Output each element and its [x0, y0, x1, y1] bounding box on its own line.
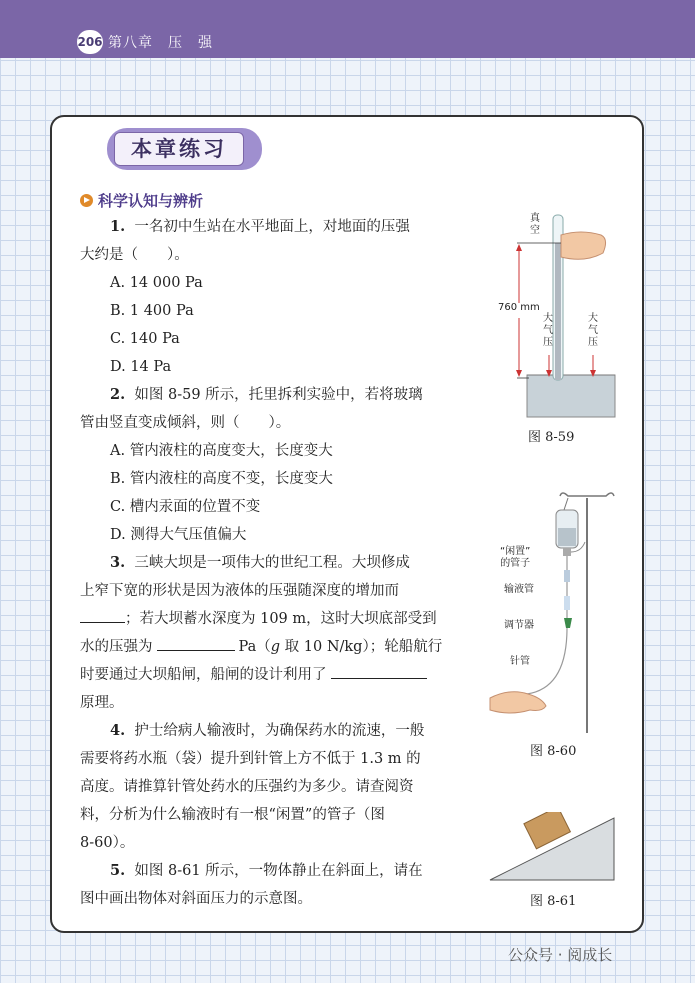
q2-option-d: D. 测得大气压值偏大 [110, 527, 247, 543]
q4-line2: 需要将药水瓶（袋）提升到针管上方不低于 1.3 m 的 [80, 751, 421, 767]
q4-line3: 高度。请推算针管处药水的压强约为多少。请查阅资 [80, 779, 414, 795]
q4-line4: 料，分析为什么输液时有一根“闲置”的管子（图 [80, 807, 385, 823]
label-vacuum: 真 空 [530, 213, 540, 236]
label-height: 760 mm [498, 302, 540, 313]
caption-fig-8-60: 图 8-60 [530, 744, 577, 759]
q2-option-a: A. 管内液柱的高度变大，长度变大 [110, 443, 333, 459]
page-number: 206 [77, 30, 103, 54]
q2-option-b: B. 管内液柱的高度不变，长度变大 [110, 471, 333, 487]
q1-option-d: D. 14 Pa [110, 359, 172, 375]
answer-blank[interactable] [331, 664, 427, 679]
section-badge: 本章练习 [114, 132, 244, 166]
q2-option-c: C. 槽内汞面的位置不变 [110, 499, 261, 515]
caption-fig-8-61: 图 8-61 [530, 894, 577, 909]
label-atm-right: 大 气 压 [588, 313, 598, 348]
play-bullet-icon [80, 194, 93, 207]
label-atm-left: 大 气 压 [543, 313, 553, 348]
q1-line1: 1. 一名初中生站在水平地面上，对地面的压强 [110, 218, 410, 235]
q5-line1: 5. 如图 8-61 所示，一物体静止在斜面上，请在 [110, 862, 423, 879]
q2-line1: 2. 如图 8-59 所示，托里拆利实验中，若将玻璃 [110, 386, 423, 403]
q2-line2: 管由竖直变成倾斜，则（ ）。 [80, 415, 291, 431]
q3-line4: 水的压强为 Pa（g 取 10 N/kg）；轮船航行 [80, 636, 442, 658]
q1-option-a: A. 14 000 Pa [110, 275, 203, 291]
label-needle: 针管 [510, 656, 530, 667]
q1-option-b: B. 1 400 Pa [110, 303, 194, 319]
q3-line2: 上窄下宽的形状是因为液体的压强随深度的增加而 [80, 583, 399, 599]
infusion-figure [488, 488, 618, 738]
watermark: 公众号 · 阅成长 [508, 946, 613, 964]
q4-line1: 4. 护士给病人输液时，为确保药水的流速，一般 [110, 722, 425, 739]
q3-line5: 时要通过大坝船闸，船闸的设计利用了 [80, 664, 427, 686]
q3-line3: ；若大坝蓄水深度为 109 m，这时大坝底部受到 [80, 608, 437, 630]
label-idle-tube: “闲置” 的管子 [500, 546, 531, 569]
label-infusion-tube: 输液管 [504, 584, 534, 595]
answer-blank[interactable] [80, 608, 125, 623]
page-header [0, 0, 695, 58]
q3-line1: 3. 三峡大坝是一项伟大的世纪工程。大坝修成 [110, 554, 410, 571]
incline-figure [488, 812, 616, 884]
answer-blank[interactable] [157, 636, 235, 651]
chapter-title: 第八章 压 强 [108, 35, 213, 51]
label-regulator: 调节器 [504, 620, 534, 631]
q4-line5: 8-60）。 [80, 835, 135, 851]
section-heading: 科学认知与辨析 [80, 190, 203, 211]
caption-fig-8-59: 图 8-59 [528, 430, 575, 445]
q1-line2: 大约是（ ）。 [80, 247, 189, 263]
q1-option-c: C. 140 Pa [110, 331, 180, 347]
q5-line2: 图中画出物体对斜面压力的示意图。 [80, 891, 312, 907]
q3-line6: 原理。 [80, 695, 124, 711]
